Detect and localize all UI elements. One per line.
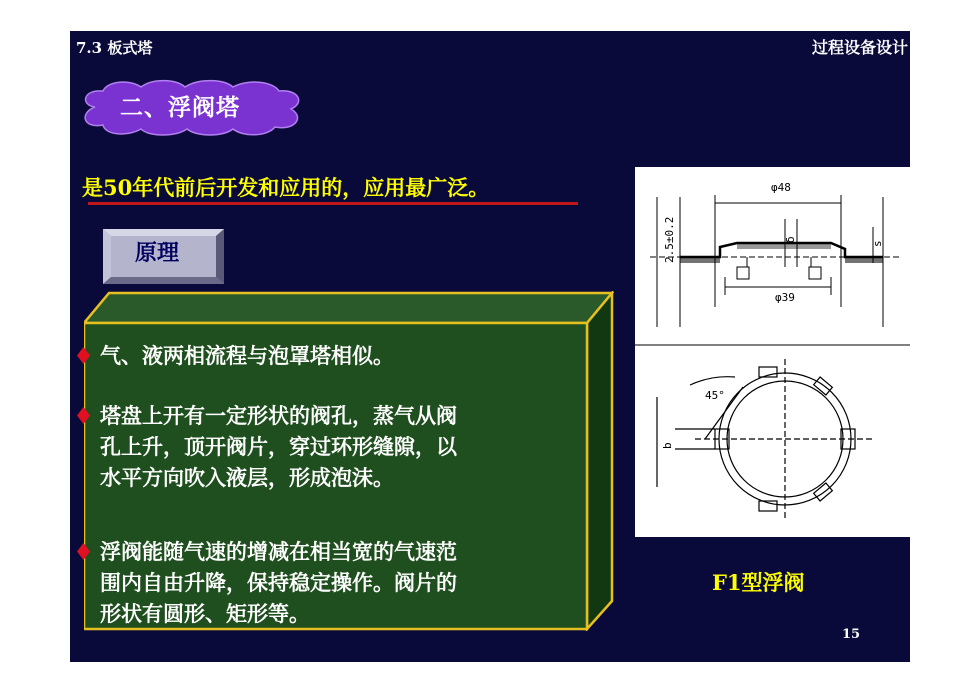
diamond-bullet-icon bbox=[77, 543, 90, 560]
angle-label: 45° bbox=[705, 389, 725, 402]
bullet-line: 形状有圆形、矩形等。 bbox=[100, 601, 310, 626]
dim-height-label: 2.5±0.2 bbox=[663, 216, 676, 263]
bullet-line: 浮阀能随气速的增减在相当宽的气速范 bbox=[100, 539, 457, 564]
intro-underline bbox=[88, 202, 578, 205]
float-valve-drawing bbox=[635, 167, 910, 537]
dim-outer-label: φ48 bbox=[771, 181, 791, 194]
bullet-line: 孔上升，顶开阀片，穿过环形缝隙，以 bbox=[100, 434, 457, 459]
page-number: 15 bbox=[842, 627, 861, 642]
bullet-line: 气、液两相流程与泡罩塔相似。 bbox=[100, 343, 394, 368]
course-title: 过程设备设计 bbox=[811, 38, 908, 57]
dim-s-label: s bbox=[871, 240, 884, 247]
intro-text: 是50年代前后开发和应用的，应用最广泛。 bbox=[82, 175, 490, 200]
figure-caption: F1型浮阀 bbox=[712, 570, 805, 595]
section-label: 7.3 板式塔 bbox=[76, 39, 153, 57]
bullet-line: 塔盘上开有一定形状的阀孔，蒸气从阀 bbox=[100, 403, 457, 428]
dim-inner-label: φ39 bbox=[775, 291, 795, 304]
diamond-bullet-icon bbox=[77, 347, 90, 364]
bullet-item bbox=[100, 536, 457, 629]
diamond-bullet-icon bbox=[77, 407, 90, 424]
dim-b-label: b bbox=[661, 442, 674, 449]
section-heading: 二、浮阀塔 bbox=[120, 94, 240, 121]
principle-label: 原理 bbox=[135, 240, 180, 266]
bullet-line: 水平方向吹入液层，形成泡沫。 bbox=[100, 465, 394, 490]
bullet-line: 围内自由升降，保持稳定操作。阀片的 bbox=[100, 570, 457, 595]
slide bbox=[70, 31, 910, 662]
bullet-item bbox=[100, 400, 457, 493]
bullet-item bbox=[100, 340, 394, 371]
dim-delta-label: δ bbox=[784, 236, 797, 243]
